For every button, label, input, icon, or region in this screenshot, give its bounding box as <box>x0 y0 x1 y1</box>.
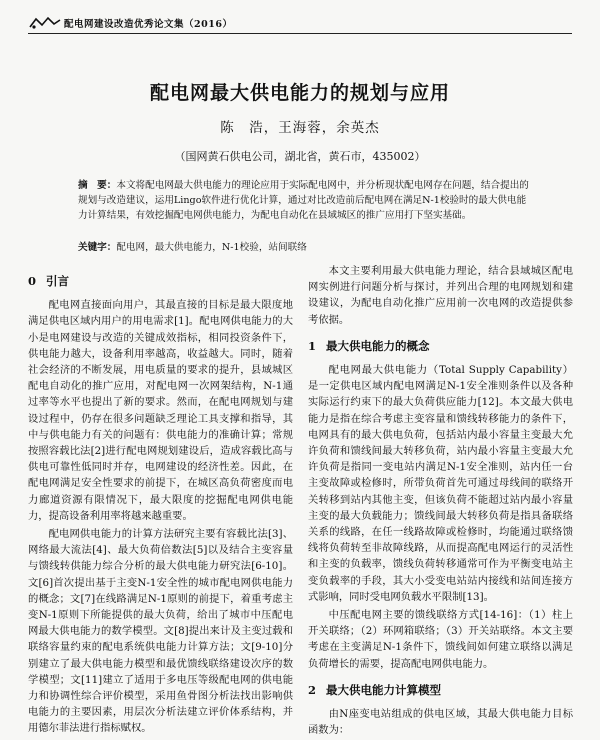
paper-title: 配电网最大供电能力的规划与应用 <box>149 82 450 104</box>
section-heading-1: 1 最大供电能力的概念 <box>308 338 430 353</box>
section-heading-2: 2 最大供电能力计算模型 <box>308 682 442 697</box>
journal-logo-icon <box>28 16 62 30</box>
paragraph: 中压配电网主要的馈线联络方式[14-16]：（1）柱上开关联络；（2）环网箱联络；（3）开关站联络。本文主要考虑在主变满足N-1条件下，馈线间如何建立联络以满足负荷增长的需要，提高配电网供电能力。 <box>308 609 573 670</box>
keywords-label: 关键字： <box>78 242 117 253</box>
paragraph: 配电网供电能力的计算方法研究主要有容载比法[3]、网络最大流法[4]、最大负荷倍数法[5]以及结合主变容量与馈线转供能力综合分析的最大供电能力研究法[6-10]。文[6]首次提出基于主变N-1安全性的城市配电网供电能力的概念；文[7]在线路满足N-1原则的前提下，着重考虑主变N-1原则下所能提供的最大负荷，给出了城市中压配电网最大供电能力的数学模型。文[8]提出来计及主变过载和联络容量约束的配电系统供电能力计算方法；文[9-10]分别建立了最大供电能力模型和最优馈线联络建设次序的数学模型；文[11]建立了适用于多电压等级配电网的供电能力和协调性综合评价模型，采用鱼骨图分析法找出影响供电能力的主要因素，用层次分析法建立评价体系结构，并用德尔菲法进行指标赋权。 <box>28 528 293 735</box>
paper-authors: 陈 浩，王海蓉，余英杰 <box>220 120 380 136</box>
section-heading-0: 0 引言 <box>28 274 70 288</box>
abstract-label: 摘 要： <box>78 180 117 191</box>
keywords-text: 配电网，最大供电能力，N-1校验，站间联络 <box>116 242 307 253</box>
abstract-text: 本文将配电网最大供电能力的理论应用于实际配电网中，并分析现状配电网存在问题，结合提出的规划与改造建议，运用Lingo软件进行优化计算，通过对比改造前后配电网在满足N-1校验时的最大供电能力计算结果，有效挖掘配电网供电能力，为配电自动化在县域城区的推广应用打下坚实基础。 <box>78 180 529 221</box>
abstract <box>78 178 532 223</box>
right-column <box>308 263 573 740</box>
paragraph: 由N座变电站组成的供电区域，其最大供电能力目标函数为： <box>308 708 573 737</box>
keywords <box>78 240 532 255</box>
paragraph: 配电网直接面向用户，其最直接的目标是最大限度地满足供电区域内用户的用电需求[1]。配电网供电能力的大小是电网建设与改造的关键成效指标，相同投资条件下，供电能力越大，设备利用率越高，收益越大。同时，随着社会经济的不断发展，用电质量的要求的提升，县域城区配电自动化的推广应用，对配电网一次网架结构，N-1通过率等水平也提出了新的要求。然而，在配电网规划与建设过程中，仍存在很多问题缺乏理论工具支撑和指导，其中与供电能力有关的问题有：供电能力的准确计算；常规按照容载比法[2]进行配电网规划建设后，造成容载比高与供电可靠性低同时并存，电网建设的经济性差。因此，在配电网满足安全性要求的前提下，在城区高负荷密度而电力廊道资源有限情况下，最大限度的挖掘配电网供电能力，提高设备利用率将越来越重要。 <box>28 299 293 522</box>
journal-title: 配电网建设改造优秀论文集（2016） <box>64 19 233 30</box>
header-rule <box>28 33 572 34</box>
left-column <box>28 263 293 739</box>
paragraph: 配电网最大供电能力（Total Supply Capability）是一定供电区域内配电网满足N-1安全准则条件以及各种实际运行约束下的最大负荷供应能力[12]。本文最大供电能力是指在综合考虑主变容量和馈线转移能力的条件下，电网具有的最大供电负荷，包括站内最小容量主变最大允许负荷和馈线间最大转移负荷，站内最小容量主变最大允许负荷是指同一变电站内满足N-1安全准则，站内任一台主变故障或检修时，所带负荷首先可通过母线间的联络开关转移到站内其他主变，但该负荷不能超过站内最小容量主变的最大负载能力；馈线间最大转移负荷是指具备联络关系的线路，在任一线路故障或检修时，均能通过联络馈线将负荷转至非故障线路，从而提高配电网运行的灵活性和主变的负载率，馈线负荷转移通常可作为平衡变电站主变负载率的手段，其大小受变电站站内接线和站间连接方式影响，同时受电网负载水平限制[13]。 <box>308 364 573 603</box>
paper-affiliation: （国网黄石供电公司，湖北省，黄石市，435002） <box>174 150 426 163</box>
paragraph: 本文主要利用最大供电能力理论，结合县域城区配电网实例进行问题分析与探讨，并列出合理的电网规划和建设建议，为配电自动化推广应用前一次电网的改造提供参考依据。 <box>308 265 573 326</box>
running-header <box>28 12 408 32</box>
